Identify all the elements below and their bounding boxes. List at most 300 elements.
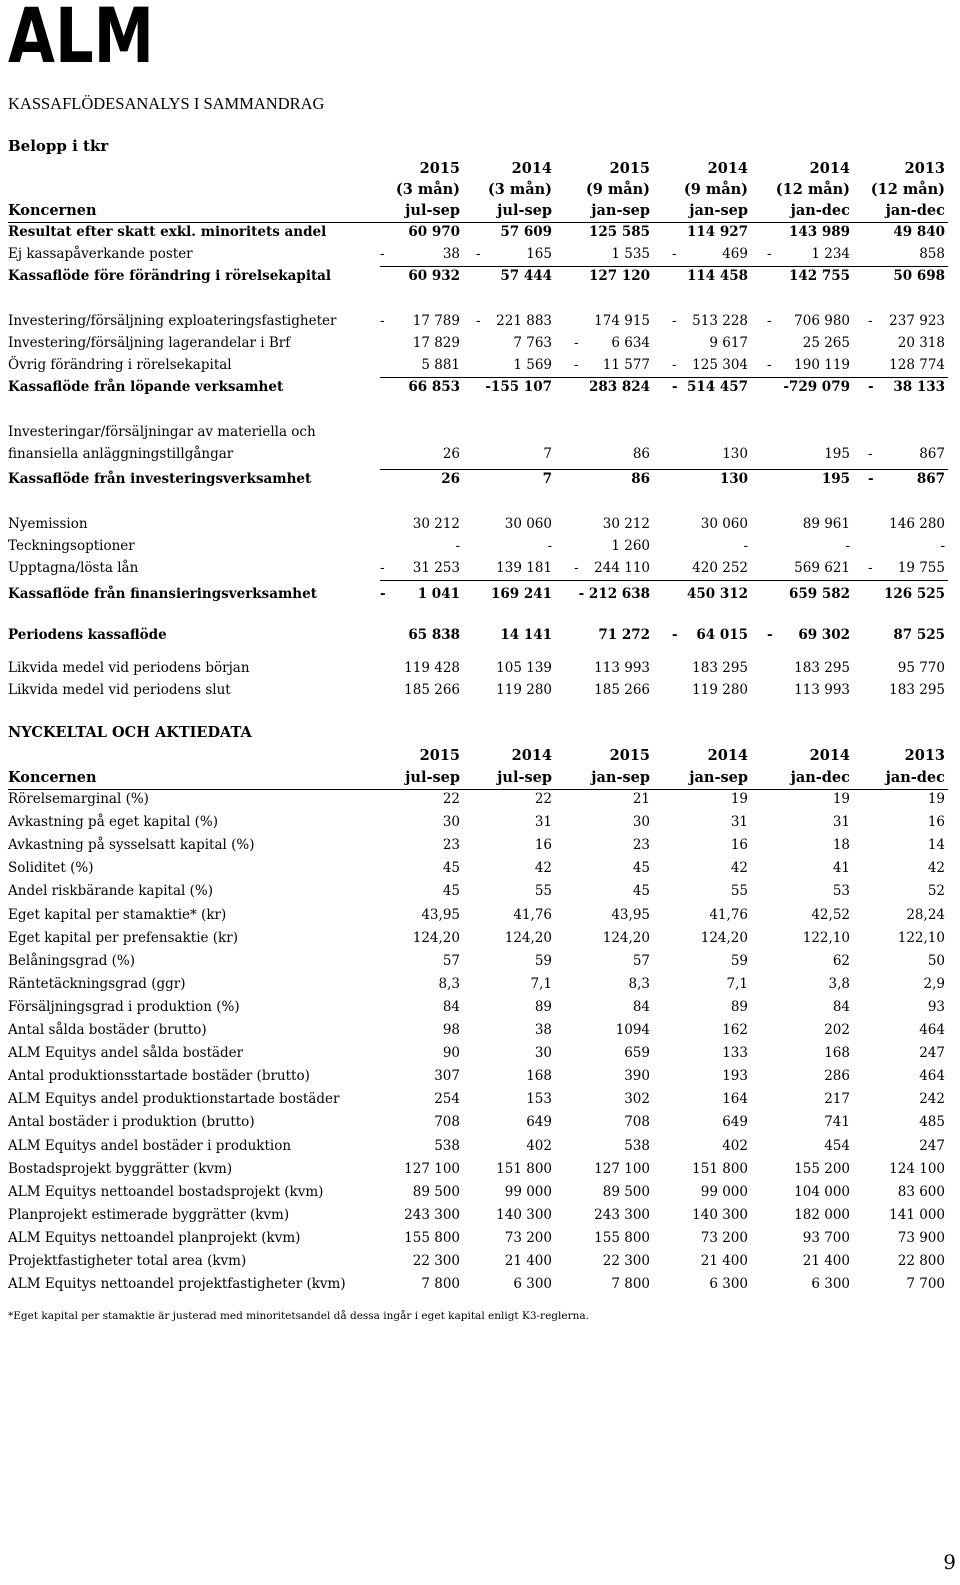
alm-logo [8, 0, 158, 80]
cell-value: 59 [730, 952, 748, 969]
row-label: Försäljningsgrad i produktion (%) [8, 998, 240, 1015]
cell-value: 73 200 [504, 1229, 552, 1246]
cell-value: 124,20 [700, 929, 748, 946]
cell-value: 867 [919, 446, 945, 462]
cell-value: 64 015 [696, 627, 748, 643]
cell-value: 55 [534, 883, 552, 900]
cell-value: 2014 [707, 160, 748, 177]
row-label: Rörelsemarginal (%) [8, 791, 149, 807]
row-label: Belåningsgrad (%) [8, 952, 135, 969]
cell-value: 31 [534, 814, 552, 831]
cell-value: 142 755 [788, 268, 850, 284]
negative-sign: - [380, 586, 386, 602]
unit-label: Belopp i tkr [8, 137, 109, 155]
cell-value: 1094 [615, 1022, 650, 1038]
cell-value: 254 [434, 1091, 460, 1108]
cell-value: 23 [632, 837, 650, 854]
cell-value: jan-sep [591, 769, 650, 786]
cell-value: 8,3 [438, 975, 460, 992]
table-row [0, 333, 960, 355]
cell-value: 2014 [511, 160, 552, 177]
cell-value: jan-sep [689, 202, 748, 219]
row-label: Antal produktionsstartade bostäder (brutto) [8, 1068, 310, 1085]
cell-value: jan-dec [885, 202, 945, 219]
cell-value: 55 [730, 883, 748, 900]
cell-value: 41,76 [513, 906, 552, 923]
negative-sign: - [767, 246, 772, 262]
cell-value: 1 041 [417, 586, 460, 602]
cell-value: jul-sep [405, 769, 460, 786]
cell-value: 2014 [809, 747, 850, 764]
cell-value: jul-sep [497, 769, 552, 786]
cell-value: 124 100 [889, 1160, 945, 1177]
table-row [0, 1205, 960, 1227]
cell-value: 151 800 [496, 1160, 552, 1177]
cell-value: 65 838 [408, 627, 460, 643]
cell-value: 133 [722, 1045, 748, 1062]
cell-value: 153 [526, 1091, 552, 1108]
cell-value: 19 [832, 791, 850, 807]
row-label: Nyemission [8, 516, 88, 532]
cell-value: 1 535 [611, 246, 650, 262]
cell-value: 43,95 [611, 906, 650, 923]
cell-value: 162 [722, 1022, 748, 1038]
cell-value: 41 [832, 860, 850, 877]
cell-value: 38 [442, 246, 460, 262]
table-row [0, 266, 960, 288]
row-label: Kassaflöde från löpande verksamhet [8, 379, 284, 395]
cell-value: 126 525 [883, 586, 945, 602]
negative-sign: - [672, 357, 677, 373]
table-row [0, 997, 960, 1019]
cell-value: 2015 [419, 160, 460, 177]
cell-value: 84 [832, 998, 850, 1015]
cell-value: 84 [442, 998, 460, 1015]
cell-value: 99 000 [700, 1183, 748, 1200]
cell-value: 9 617 [709, 335, 748, 351]
cell-value: 708 [434, 1114, 460, 1131]
table-row [0, 355, 960, 377]
table-row [0, 536, 960, 558]
cell-value: 113 993 [594, 660, 650, 676]
row-label: Eget kapital per prefensaktie (kr) [8, 929, 238, 946]
cell-value: 6 634 [611, 335, 650, 351]
cell-value: 69 302 [798, 627, 850, 643]
cell-value: 30 060 [700, 516, 748, 532]
row-label: Eget kapital per stamaktie* (kr) [8, 906, 227, 923]
table-row [0, 625, 960, 647]
cell-value: 30 212 [412, 516, 460, 532]
cell-value: 2015 [609, 747, 650, 764]
table-row [0, 858, 960, 880]
cell-value: 22 800 [897, 1253, 945, 1269]
cell-value: 155 800 [404, 1229, 460, 1246]
cell-value: - [455, 538, 460, 554]
cell-value: 195 [824, 446, 850, 462]
cell-value: 57 [632, 952, 650, 969]
cell-value: 183 295 [692, 660, 748, 676]
cell-value: 169 241 [490, 586, 552, 602]
cell-value: 17 829 [412, 335, 460, 351]
cell-value: 93 [927, 998, 945, 1015]
table-row [0, 311, 960, 333]
cell-value: (12 mån) [870, 181, 945, 198]
cell-value: 20 318 [897, 335, 945, 351]
cell-value: 30 060 [504, 516, 552, 532]
divider [380, 469, 948, 470]
negative-sign: - [476, 246, 481, 262]
cell-value: -729 079 [783, 379, 850, 395]
cell-value: 119 280 [692, 682, 748, 698]
cell-value: 90 [442, 1045, 460, 1062]
cell-value: 71 272 [598, 627, 650, 643]
cell-value: 89 961 [802, 516, 850, 532]
negative-sign: - [868, 313, 873, 329]
table-row [0, 767, 960, 789]
table-row [0, 1066, 960, 1088]
negative-sign: - [767, 357, 772, 373]
page-number: 9 [943, 1550, 956, 1574]
cell-value: 151 800 [692, 1160, 748, 1177]
row-label: Upptagna/lösta lån [8, 560, 139, 576]
table-row [0, 1089, 960, 1111]
cell-value: 89 500 [412, 1183, 460, 1200]
cell-value: 7 763 [513, 335, 552, 351]
cell-value: 59 [534, 952, 552, 969]
row-label: ALM Equitys nettoandel projektfastigheter (kvm) [8, 1276, 346, 1293]
row-label: Räntetäckningsgrad (ggr) [8, 975, 186, 992]
cell-value: 6 300 [811, 1276, 850, 1293]
table-row [0, 745, 960, 767]
cell-value: 1 260 [611, 538, 650, 554]
cell-value: 2015 [609, 160, 650, 177]
cell-value: 45 [632, 860, 650, 877]
cell-value: 87 525 [893, 627, 945, 643]
cell-value: 127 120 [588, 268, 650, 284]
cell-value: 21 [632, 791, 650, 807]
table-row [0, 1020, 960, 1042]
cell-value: 190 119 [794, 357, 850, 373]
row-label: Periodens kassaflöde [8, 627, 167, 643]
cell-value: 49 840 [893, 224, 945, 240]
cell-value: 17 789 [412, 313, 460, 329]
cell-value: 659 582 [788, 586, 850, 602]
table-row [0, 1043, 960, 1065]
table-row [0, 1136, 960, 1158]
cell-value: 18 [832, 837, 850, 854]
cell-value: (3 mån) [395, 181, 460, 198]
cell-value: 45 [442, 883, 460, 900]
cell-value: 7 700 [906, 1276, 945, 1293]
cell-value: 140 300 [496, 1206, 552, 1223]
cell-value: 30 [632, 814, 650, 831]
cell-value: 7,1 [530, 975, 552, 992]
cell-value: 307 [434, 1068, 460, 1085]
cell-value: 485 [919, 1114, 945, 1131]
cell-value: - [743, 538, 748, 554]
negative-sign: - [380, 313, 385, 329]
cell-value: 155 200 [794, 1160, 850, 1177]
cell-value: 26 [442, 446, 460, 462]
table-row [0, 928, 960, 950]
cell-value: 95 770 [897, 660, 945, 676]
table-row [0, 158, 960, 180]
cell-value: 119 428 [404, 660, 460, 676]
row-label: finansiella anläggningstillgångar [8, 446, 234, 462]
row-label: Koncernen [8, 202, 97, 219]
divider [380, 377, 948, 378]
cell-value: 53 [832, 883, 850, 900]
cell-value: (12 mån) [775, 181, 850, 198]
cell-value: 30 212 [602, 516, 650, 532]
cell-value: 146 280 [889, 516, 945, 532]
cell-value: 86 [631, 471, 650, 487]
negative-sign: - [767, 313, 772, 329]
cell-value: 125 585 [588, 224, 650, 240]
cell-value: 242 [919, 1091, 945, 1108]
cell-value: jan-sep [591, 202, 650, 219]
cell-value: 402 [526, 1137, 552, 1154]
kpi-title: NYCKELTAL OCH AKTIEDATA [8, 724, 252, 741]
divider [380, 580, 948, 581]
cell-value: 247 [919, 1137, 945, 1154]
cell-value: 42,52 [811, 906, 850, 923]
cell-value: 28,24 [906, 906, 945, 923]
cell-value: 182 000 [794, 1206, 850, 1223]
row-label: Planprojekt estimerade byggrätter (kvm) [8, 1206, 290, 1223]
cell-value: - [940, 538, 945, 554]
cell-value: 104 000 [794, 1183, 850, 1200]
cell-value: 38 [534, 1022, 552, 1038]
table-row [0, 558, 960, 580]
cell-value: 16 [730, 837, 748, 854]
cell-value: 569 621 [794, 560, 850, 576]
row-label: Investeringar/försäljningar av materiella och [8, 424, 316, 440]
cell-value: 2015 [419, 747, 460, 764]
cell-value: 708 [624, 1114, 650, 1131]
cell-value: 122,10 [802, 929, 850, 946]
row-label: Likvida medel vid periodens slut [8, 682, 231, 698]
cell-value: 2014 [511, 747, 552, 764]
table-row [0, 905, 960, 927]
row-label: Bostadsprojekt byggrätter (kvm) [8, 1160, 233, 1177]
cell-value: 22 [534, 791, 552, 807]
row-label: Teckningsoptioner [8, 538, 135, 554]
cell-value: 6 300 [709, 1276, 748, 1293]
cell-value: 22 300 [412, 1253, 460, 1269]
cell-value: 7 [543, 446, 552, 462]
cell-value: 19 [730, 791, 748, 807]
table-row [0, 377, 960, 399]
cell-value: 52 [927, 883, 945, 900]
cell-value: 185 266 [594, 682, 650, 698]
table-row [0, 1251, 960, 1273]
table-row [0, 1274, 960, 1296]
cell-value: jan-sep [689, 769, 748, 786]
cell-value: 114 927 [686, 224, 748, 240]
table-row [0, 1159, 960, 1181]
cell-value: 30 [534, 1045, 552, 1062]
row-label: ALM Equitys nettoandel planprojekt (kvm) [8, 1229, 301, 1246]
cell-value: 6 300 [513, 1276, 552, 1293]
cell-value: 23 [442, 837, 460, 854]
cell-value: 21 400 [802, 1253, 850, 1269]
cell-value: 143 989 [788, 224, 850, 240]
cell-value: 42 [534, 860, 552, 877]
cell-value: 31 [832, 814, 850, 831]
cell-value: 243 300 [594, 1206, 650, 1223]
cell-value: 83 600 [897, 1183, 945, 1200]
cell-value: 43,95 [421, 906, 460, 923]
cell-value: 185 266 [404, 682, 460, 698]
cell-value: 89 500 [602, 1183, 650, 1200]
cell-value: 22 [442, 791, 460, 807]
table-row [0, 244, 960, 266]
row-label: Avkastning på eget kapital (%) [8, 814, 219, 831]
cell-value: 50 [927, 952, 945, 969]
cell-value: 2013 [904, 160, 945, 177]
cell-value: jul-sep [497, 202, 552, 219]
cell-value: 124,20 [412, 929, 460, 946]
cell-value: 127 100 [594, 1160, 650, 1177]
cell-value: 139 181 [496, 560, 552, 576]
negative-sign: - [672, 313, 677, 329]
cell-value: 60 932 [408, 268, 460, 284]
cell-value: 183 295 [889, 682, 945, 698]
cell-value: 164 [722, 1091, 748, 1108]
cell-value: 7 800 [421, 1276, 460, 1293]
cell-value: 464 [919, 1022, 945, 1038]
cell-value: 195 [821, 471, 850, 487]
cell-value: 243 300 [404, 1206, 460, 1223]
negative-sign: - [380, 246, 385, 262]
negative-sign: - [868, 379, 874, 395]
cell-value: - [845, 538, 850, 554]
cell-value: 62 [832, 952, 850, 969]
table-row [0, 812, 960, 834]
cell-value: jul-sep [405, 202, 460, 219]
cell-value: 5 881 [421, 357, 460, 373]
logo-text: ALM [8, 0, 154, 80]
cell-value: 16 [534, 837, 552, 854]
cell-value: 538 [624, 1137, 650, 1154]
cell-value: 127 100 [404, 1160, 460, 1177]
row-label: Ej kassapåverkande poster [8, 246, 193, 262]
row-label: Andel riskbärande kapital (%) [8, 883, 214, 900]
table-row [0, 469, 960, 491]
table-row [0, 444, 960, 466]
row-label: Avkastning på sysselsatt kapital (%) [8, 837, 255, 854]
cell-value: jan-dec [885, 769, 945, 786]
negative-sign: - [574, 357, 579, 373]
cell-value: 57 609 [500, 224, 552, 240]
table-row [0, 881, 960, 903]
cell-value: 450 312 [686, 586, 748, 602]
cell-value: 168 [824, 1045, 850, 1062]
cell-value: 11 577 [602, 357, 650, 373]
cell-value: 124,20 [602, 929, 650, 946]
cell-value: jan-dec [790, 769, 850, 786]
table-row [0, 200, 960, 222]
cell-value: 402 [722, 1137, 748, 1154]
row-label: Övrig förändring i rörelsekapital [8, 357, 232, 373]
cell-value: 105 139 [496, 660, 552, 676]
cell-value: 119 280 [496, 682, 552, 698]
row-label: Soliditet (%) [8, 860, 94, 877]
negative-sign: - [476, 313, 481, 329]
cell-value: 514 457 [686, 379, 748, 395]
cell-value: 14 [927, 837, 945, 854]
cell-value: 1 234 [811, 246, 850, 262]
cell-value: 50 698 [893, 268, 945, 284]
row-label: Projektfastigheter total area (kvm) [8, 1253, 247, 1269]
cell-value: 16 [927, 814, 945, 831]
footnote: *Eget kapital per stamaktie är justerad med minoritetsandel då dessa ingår i eget kapital enligt K3-reglerna. [8, 1310, 589, 1322]
cell-value: 45 [442, 860, 460, 877]
cell-value: 21 400 [700, 1253, 748, 1269]
cell-value: (3 mån) [487, 181, 552, 198]
cell-value: 89 [730, 998, 748, 1015]
cell-value: 21 400 [504, 1253, 552, 1269]
cell-value: -155 107 [485, 379, 552, 395]
cell-value: 7,1 [726, 975, 748, 992]
cell-value: 19 755 [897, 560, 945, 576]
cell-value: 26 [441, 471, 460, 487]
cell-value: 141 000 [889, 1206, 945, 1223]
cell-value: 283 824 [588, 379, 650, 395]
cell-value: 98 [442, 1022, 460, 1038]
cell-value: 38 133 [893, 379, 945, 395]
cell-value: 122,10 [897, 929, 945, 946]
row-label: Kassaflöde från finansieringsverksamhet [8, 586, 317, 602]
cell-value: 45 [632, 883, 650, 900]
cell-value: 217 [824, 1091, 850, 1108]
cell-value: 14 141 [500, 627, 552, 643]
table-row [0, 514, 960, 536]
table-row [0, 680, 960, 702]
cell-value: 114 458 [686, 268, 748, 284]
negative-sign: - [672, 627, 678, 643]
cell-value: 99 000 [504, 1183, 552, 1200]
cell-value: 286 [824, 1068, 850, 1085]
cell-value: 31 [730, 814, 748, 831]
cell-value: - [547, 538, 552, 554]
row-label: Investering/försäljning lagerandelar i Brf [8, 335, 291, 351]
row-label: Resultat efter skatt exkl. minoritets andel [8, 224, 327, 240]
negative-sign: - [574, 560, 579, 576]
cell-value: 7 [542, 471, 552, 487]
row-label: Antal bostäder i produktion (brutto) [8, 1114, 255, 1131]
cell-value: 302 [624, 1091, 650, 1108]
row-label: Antal sålda bostäder (brutto) [8, 1022, 207, 1038]
cell-value: 73 200 [700, 1229, 748, 1246]
cell-value: 113 993 [794, 682, 850, 698]
cell-value: 454 [824, 1137, 850, 1154]
page-title: KASSAFLÖDESANALYS I SAMMANDRAG [8, 94, 325, 113]
cell-value: 469 [722, 246, 748, 262]
cell-value: 84 [632, 998, 650, 1015]
table-row [0, 658, 960, 680]
table-row [0, 951, 960, 973]
negative-sign: - [380, 560, 385, 576]
cell-value: 7 800 [611, 1276, 650, 1293]
cell-value: 867 [916, 471, 945, 487]
table-row [0, 222, 960, 244]
table-row [0, 789, 960, 811]
cell-value: 168 [526, 1068, 552, 1085]
cell-value: 390 [624, 1068, 650, 1085]
row-label: Koncernen [8, 769, 97, 786]
